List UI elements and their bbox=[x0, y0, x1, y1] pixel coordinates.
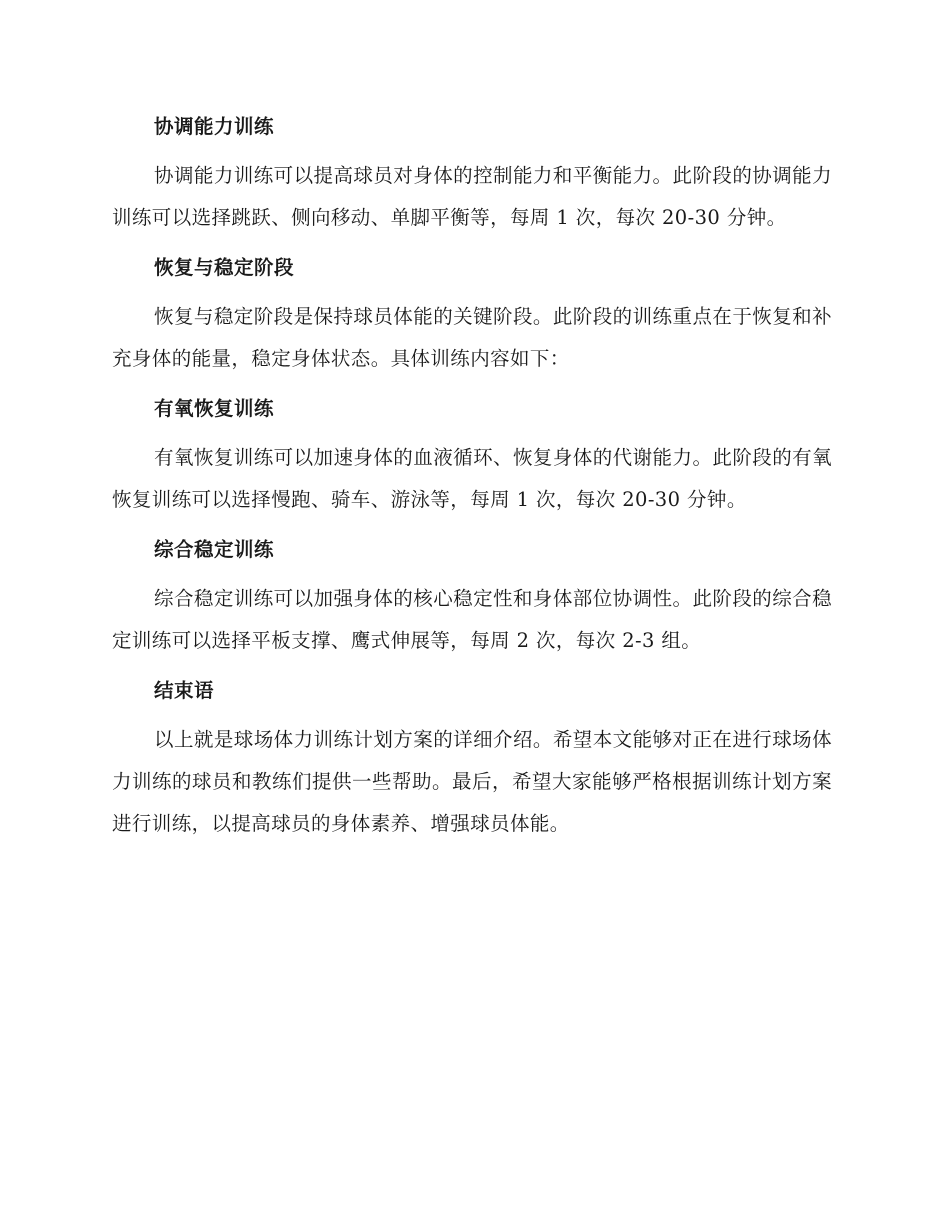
section-heading-aerobic-recovery: 有氧恢复训练 bbox=[154, 397, 275, 420]
section-paragraph-recovery-stability: 恢复与稳定阶段是保持球员体能的关键阶段。此阶段的训练重点在于恢复和补充身体的能量，稳定身体状态。具体训练内容如下： bbox=[112, 305, 832, 370]
section-paragraph-conclusion: 以上就是球场体力训练计划方案的详细介绍。希望本文能够对正在进行球场体力训练的球员和教练们提供一些帮助。最后，希望大家能够严格根据训练计划方案进行训练，以提高球员的身体素养、增强球员体能。 bbox=[112, 728, 832, 835]
document-page bbox=[112, 106, 832, 853]
section-heading-comprehensive-stability: 综合稳定训练 bbox=[154, 538, 275, 561]
section-heading-conclusion: 结束语 bbox=[154, 679, 215, 702]
section-heading-coordination: 协调能力训练 bbox=[154, 115, 275, 138]
section-heading-recovery-stability: 恢复与稳定阶段 bbox=[154, 256, 295, 279]
section-paragraph-coordination: 协调能力训练可以提高球员对身体的控制能力和平衡能力。此阶段的协调能力训练可以选择跳跃、侧向移动、单脚平衡等，每周 1 次，每次 20-30 分钟。 bbox=[112, 164, 832, 229]
section-paragraph-aerobic-recovery: 有氧恢复训练可以加速身体的血液循环、恢复身体的代谢能力。此阶段的有氧恢复训练可以选择慢跑、骑车、游泳等，每周 1 次，每次 20-30 分钟。 bbox=[112, 446, 832, 511]
section-paragraph-comprehensive-stability: 综合稳定训练可以加强身体的核心稳定性和身体部位协调性。此阶段的综合稳定训练可以选择平板支撑、鹰式伸展等，每周 2 次，每次 2-3 组。 bbox=[112, 587, 832, 652]
